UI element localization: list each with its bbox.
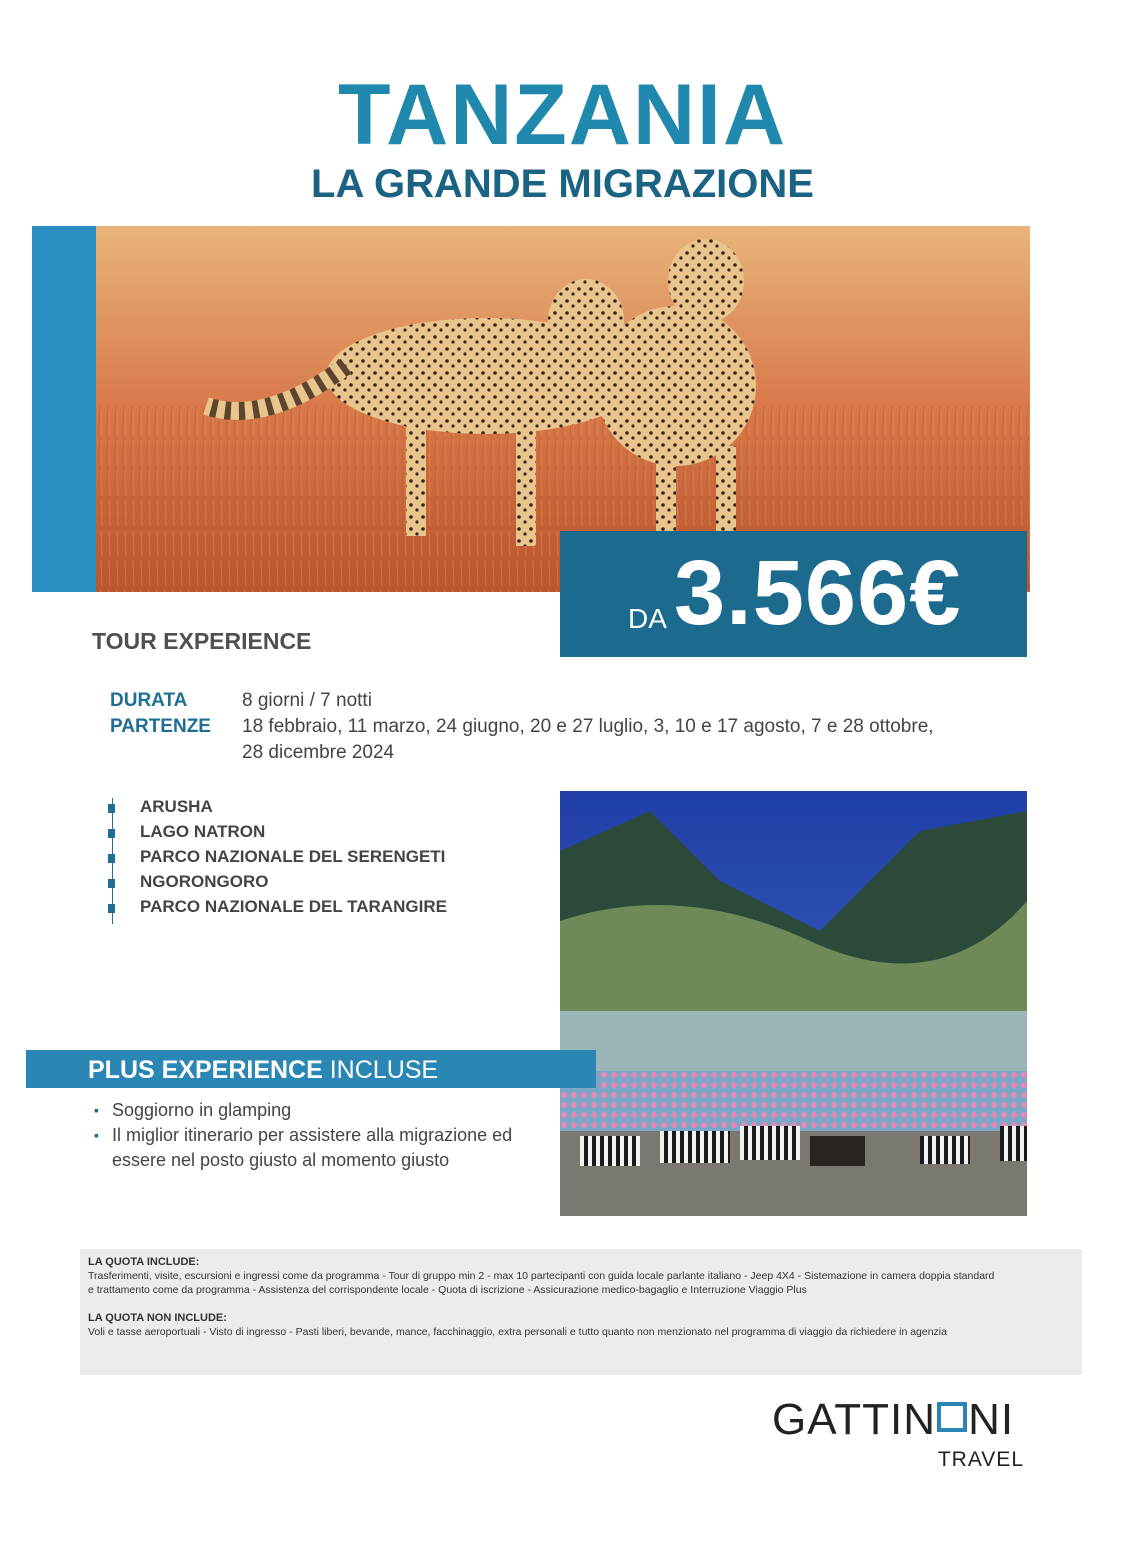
quote-info-box <box>80 1249 1082 1375</box>
excludes-heading: LA QUOTA NON INCLUDE: <box>88 1312 227 1324</box>
plus-experience-title: PLUS EXPERIENCE INCLUSE <box>88 1056 439 1084</box>
zebra-flamingo-photo <box>560 791 1027 1216</box>
page-title: TANZANIA <box>337 67 788 163</box>
bullet-icon: ▪ <box>94 1102 99 1118</box>
price-prefix: DA <box>628 603 667 634</box>
tour-experience-heading: TOUR EXPERIENCE <box>92 628 312 654</box>
includes-line-1: Trasferimenti, visite, escursioni e ingressi come da programma - Tour di gruppo min 2 - max 10 partecipanti con guida locale parlante italiano - Jeep 4X4 - Sistemazione in camera doppia standard <box>88 1270 995 1282</box>
gattinoni-logo <box>772 1395 1024 1478</box>
bullet-icon <box>108 904 115 913</box>
bullet-icon <box>108 804 115 813</box>
duration-label: DURATA <box>110 690 188 711</box>
departures-line-1: 18 febbraio, 11 marzo, 24 giugno, 20 e 27 luglio, 3, 10 e 17 agosto, 7 e 28 ottobre, <box>242 716 934 737</box>
stop-label: PARCO NAZIONALE DEL SERENGETI <box>140 847 446 866</box>
bullet-icon <box>108 854 115 863</box>
departures-line-2: 28 dicembre 2024 <box>242 742 395 763</box>
excludes-line-1: Voli e tasse aeroportuali - Visto di ingresso - Pasti liberi, bevande, mance, facchinaggio, extra personali e tutto quanto non menzionato nel programma di viaggio da richiedere in agenzia <box>88 1326 947 1338</box>
price-value: 3.566€ <box>674 542 962 644</box>
bullet-icon: ▪ <box>94 1127 99 1143</box>
bullet-icon <box>108 879 115 888</box>
stop-label: NGORONGORO <box>140 872 269 891</box>
duration-value: 8 giorni / 7 notti <box>242 690 372 711</box>
plus-experience-bar <box>26 1050 596 1088</box>
logo-wordmark: GATTIN NI <box>772 1395 1015 1444</box>
price-box <box>560 531 1027 657</box>
logo-subtitle: TRAVEL <box>937 1448 1024 1471</box>
stop-label: PARCO NAZIONALE DEL TARANGIRE <box>140 897 447 916</box>
includes-line-2: e trattamento come da programma - Assistenza del corrispondente locale - Quota di iscrizione - Assicurazione medico-bagaglio e Interruzione Viaggio Plus <box>88 1284 807 1296</box>
list-item: ▪ Il miglior itinerario per assistere alla migrazione ed essere nel posto giusto al momento giusto <box>94 1125 513 1170</box>
bullet-icon <box>108 829 115 838</box>
logo-square-icon <box>937 1402 967 1432</box>
plus-experience-list <box>92 1098 532 1173</box>
stop-label: ARUSHA <box>140 797 213 816</box>
departures-label: PARTENZE <box>110 716 211 737</box>
includes-heading: LA QUOTA INCLUDE: <box>88 1256 200 1268</box>
stop-label: LAGO NATRON <box>140 822 266 841</box>
page-subtitle: LA GRANDE MIGRAZIONE <box>311 162 814 206</box>
list-item: ▪ Soggiorno in glamping <box>92 1098 532 1123</box>
hero-accent-bar <box>32 226 96 592</box>
